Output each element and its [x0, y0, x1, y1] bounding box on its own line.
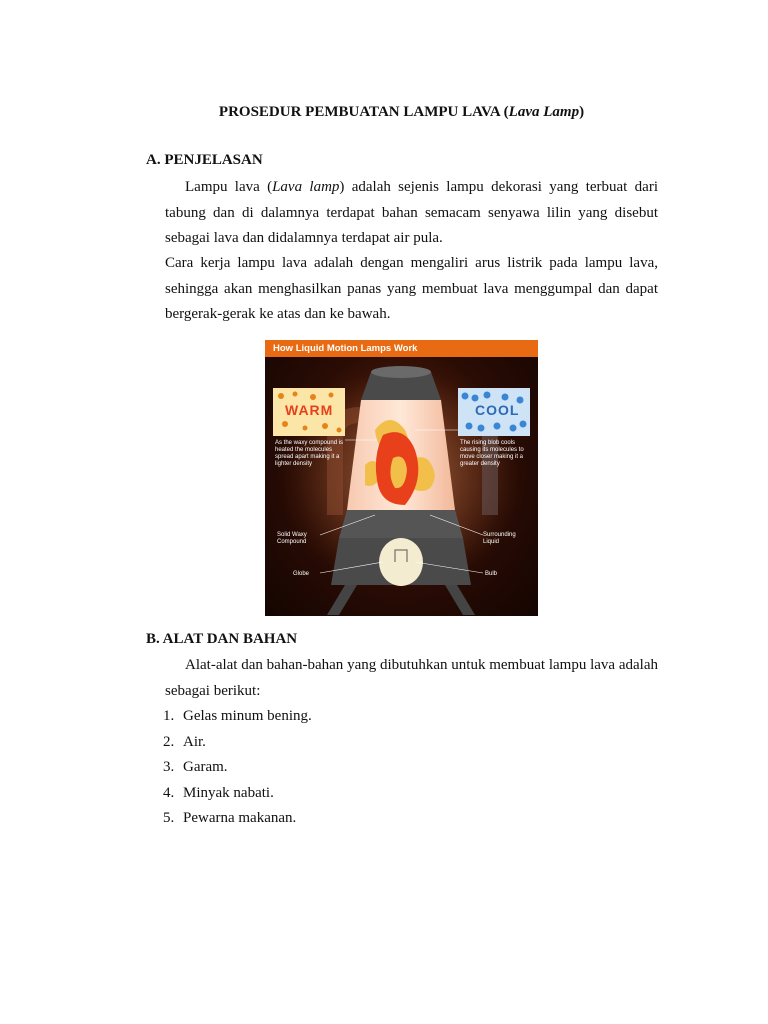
globe-label: Globe — [293, 571, 310, 577]
document-title: PROSEDUR PEMBUATAN LAMPU LAVA (Lava Lamp) — [218, 104, 585, 120]
list-item: 4. Minyak nabati. — [163, 784, 274, 801]
list-item: 5. Pewarna makanan. — [163, 810, 297, 826]
list-item: 3. Garam. — [163, 759, 228, 775]
section-b-heading: B. ALAT DAN BAHAN — [146, 631, 298, 647]
warm-label: WARM — [285, 402, 334, 418]
section-a-paragraph-1: Lampu lava (Lava lamp) adalah sejenis lampu dekorasi yang terbuat dari tabung dan di dalamnya terdapat bahan semacam senyawa lilin yang disebut sebagai lava dan didalamnya terdapat air pula. — [165, 179, 658, 246]
figure-banner: How Liquid Motion Lamps Work — [265, 340, 538, 357]
section-a-paragraph-2: Cara kerja lampu lava adalah dengan mengaliri arus listrik pada lampu lava, sehingga akan menghasilkan panas yang membuat lava menggumpal dan dapat bergerak-gerak ke atas dan ke bawah. — [165, 255, 658, 322]
warm-caption: As the waxy compound is heated the molecules spread apart making it a lighter density — [275, 440, 344, 467]
list-item: 2. Air. — [163, 733, 206, 750]
materials-list — [163, 704, 312, 832]
section-b-intro: Alat-alat dan bahan-bahan yang dibutuhkan untuk membuat lampu lava adalah sebagai berikut: — [165, 657, 658, 699]
lava-lamp-italic: Lava lamp — [272, 179, 340, 195]
surrounding-liquid-label: Surrounding Liquid — [483, 532, 516, 545]
solid-waxy-label: Solid Waxy Compound — [277, 532, 307, 545]
section-a-heading: A. PENJELASAN — [146, 152, 263, 168]
bulb-label: Bulb — [485, 571, 498, 577]
title-italic: Lava Lamp — [508, 104, 580, 120]
list-item: 1. Gelas minum bening. — [163, 708, 312, 724]
lava-lamp-figure — [265, 340, 538, 616]
cool-label: COOL — [475, 402, 520, 418]
cool-caption: The rising blob cools causing its molecules to move closer making it a greater density — [460, 440, 524, 467]
